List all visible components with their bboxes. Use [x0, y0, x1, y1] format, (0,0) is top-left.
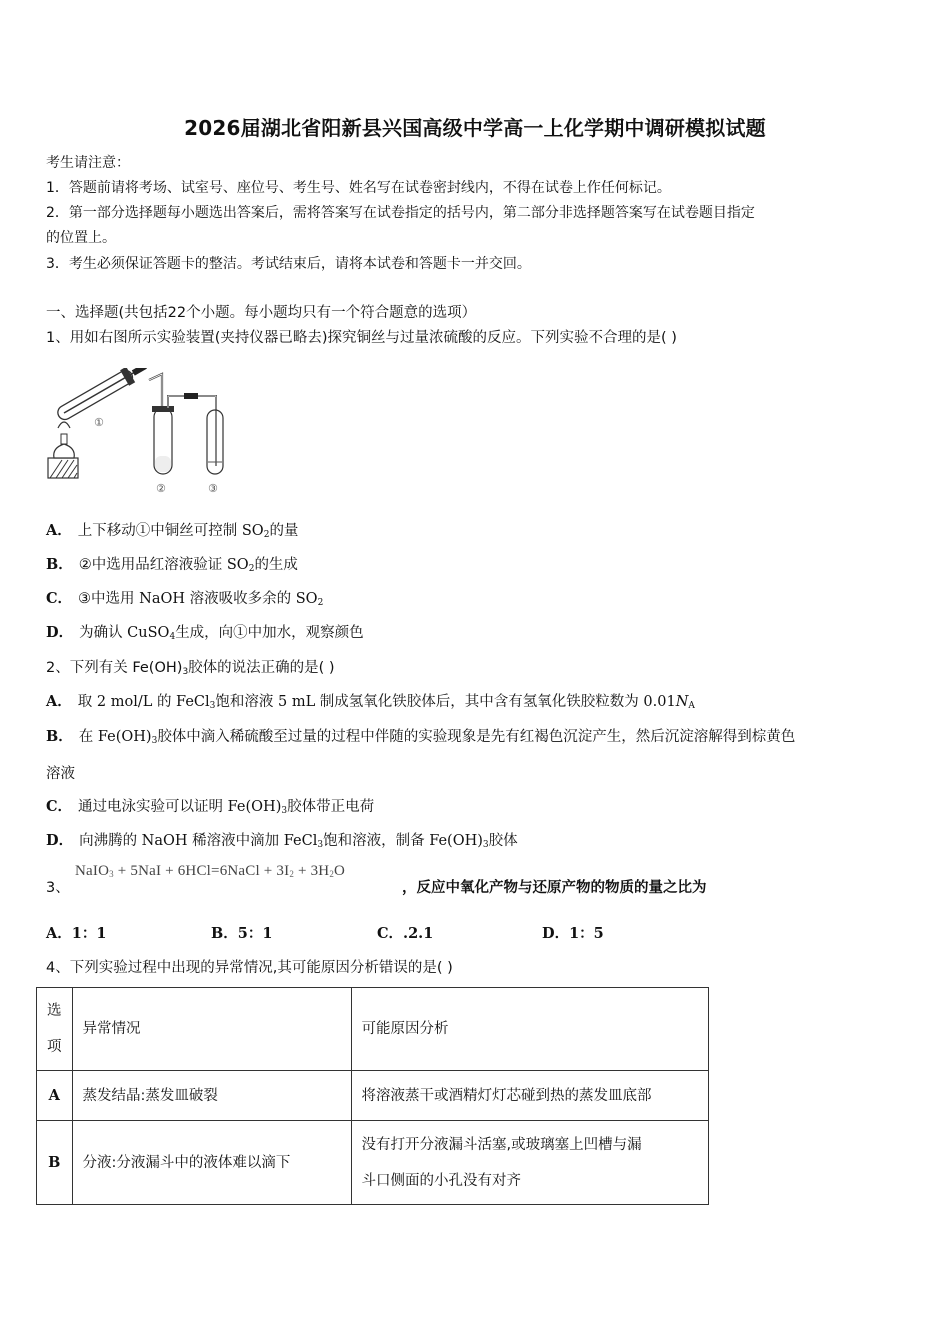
question-1-stem: 1、用如右图所示实验装置(夹持仪器已略去)探究铜丝与过量浓硫酸的反应。下列实验不合理的是( )	[46, 330, 677, 346]
notice-item-3: 3．考生必须保证答题卡的整洁。考试结束后，请将本试卷和答题卡一并交回。	[46, 256, 531, 272]
q2-option-c[interactable]: C． 通过电泳实验可以证明 $Fe(OH)_3$胶体带正电荷	[46, 798, 375, 816]
notice-heading: 考生请注意：	[46, 155, 130, 171]
svg-text:③: ③	[208, 482, 218, 495]
row-situation: 蒸发结晶:蒸发皿破裂	[72, 1071, 351, 1121]
q2-option-b[interactable]: B． 在 $Fe(OH)_3$胶体中滴入稀硫酸至过量的过程中伴随的实验现象是先有红褐色沉淀产生，然后沉淀溶解得到棕黄色	[46, 728, 796, 746]
option-label: B．	[46, 556, 73, 573]
q3-option-d[interactable]: D．1：5	[542, 925, 604, 942]
q3-option-b[interactable]: B．5：1	[211, 925, 273, 942]
table-header-row	[37, 988, 709, 1071]
question-2-stem: 2、下列有关 $Fe(OH)_3$胶体的说法正确的是( )	[46, 660, 335, 677]
q3-option-a[interactable]: A．1：1	[46, 925, 107, 942]
svg-text:②: ②	[156, 482, 166, 495]
q1-option-a[interactable]: A． 上下移动①中铜丝可控制 $SO_2$的量	[46, 522, 299, 540]
row-situation: 分液:分液漏斗中的液体难以滴下	[72, 1121, 351, 1205]
chemical-equation: NaIO$_3$ + 5NaI + 6HCl=6NaCl + $3I_2 + 3H_2O$	[75, 863, 346, 879]
page-title: 2026届湖北省阳新县兴国高级中学高一上化学期中调研模拟试题	[184, 116, 766, 140]
notice-item-2: 2．第一部分选择题每小题选出答案后，需将答案写在试卷指定的括号内，第二部分非选择题答案写在试卷题目指定	[46, 205, 755, 221]
notice-item-1: 1．答题前请将考场、试室号、座位号、考生号、姓名写在试卷密封线内，不得在试卷上作任何标记。	[46, 180, 671, 196]
q1-option-d[interactable]: D． 为确认 CuSO$_4$生成，向①中加水，观察颜色	[46, 624, 364, 642]
table-row	[37, 1071, 709, 1121]
header-reason: 可能原因分析	[351, 988, 709, 1071]
question-3-stem: ，反应中氧化产物与还原产物的物质的量之比为	[402, 880, 707, 896]
question-4-table	[36, 987, 709, 1205]
q2-option-a[interactable]: A． 取 2 mol/L 的 FeCl$_3$饱和溶液 5 mL 制成氢氧化铁胶体后，其中含有氢氧化铁胶粒数为 $0.01N_A$	[46, 693, 695, 711]
row-reason: 没有打开分液漏斗活塞,或玻璃塞上凹槽与漏 斗口侧面的小孔没有对齐	[351, 1121, 709, 1205]
header-option: 选 项	[37, 988, 73, 1071]
apparatus-figure	[44, 368, 244, 500]
row-option: A	[37, 1071, 73, 1121]
q2-option-d[interactable]: D． 向沸腾的 NaOH 稀溶液中滴加 FeCl$_3$饱和溶液，制备 $Fe(OH)_3$胶体	[46, 832, 518, 850]
row-option: B	[37, 1121, 73, 1205]
q3-option-c[interactable]: C．.2.1	[377, 925, 434, 942]
table-row	[37, 1121, 709, 1205]
question-4-stem: 4、下列实验过程中出现的异常情况,其可能原因分析错误的是( )	[46, 960, 453, 976]
option-label: A．	[46, 522, 72, 539]
q1-option-b[interactable]: B． ②中选用品红溶液验证 $SO_2$的生成	[46, 556, 298, 574]
header-situation: 异常情况	[72, 988, 351, 1071]
notice-item-2-cont: 的位置上。	[46, 230, 116, 246]
row-reason: 将溶液蒸干或酒精灯灯芯碰到热的蒸发皿底部	[351, 1071, 709, 1121]
svg-text:①: ①	[94, 416, 104, 429]
lab-apparatus-diagram	[44, 368, 244, 500]
option-label: D．	[46, 624, 74, 641]
q1-option-c[interactable]: C． ③中选用 NaOH 溶液吸收多余的 $SO_2$	[46, 590, 324, 608]
option-label: C．	[46, 590, 73, 607]
question-3-number: 3、	[46, 880, 70, 896]
section-heading: 一、选择题(共包括22个小题。每小题均只有一个符合题意的选项）	[46, 305, 477, 321]
q2-option-b-cont: 溶液	[46, 766, 75, 782]
